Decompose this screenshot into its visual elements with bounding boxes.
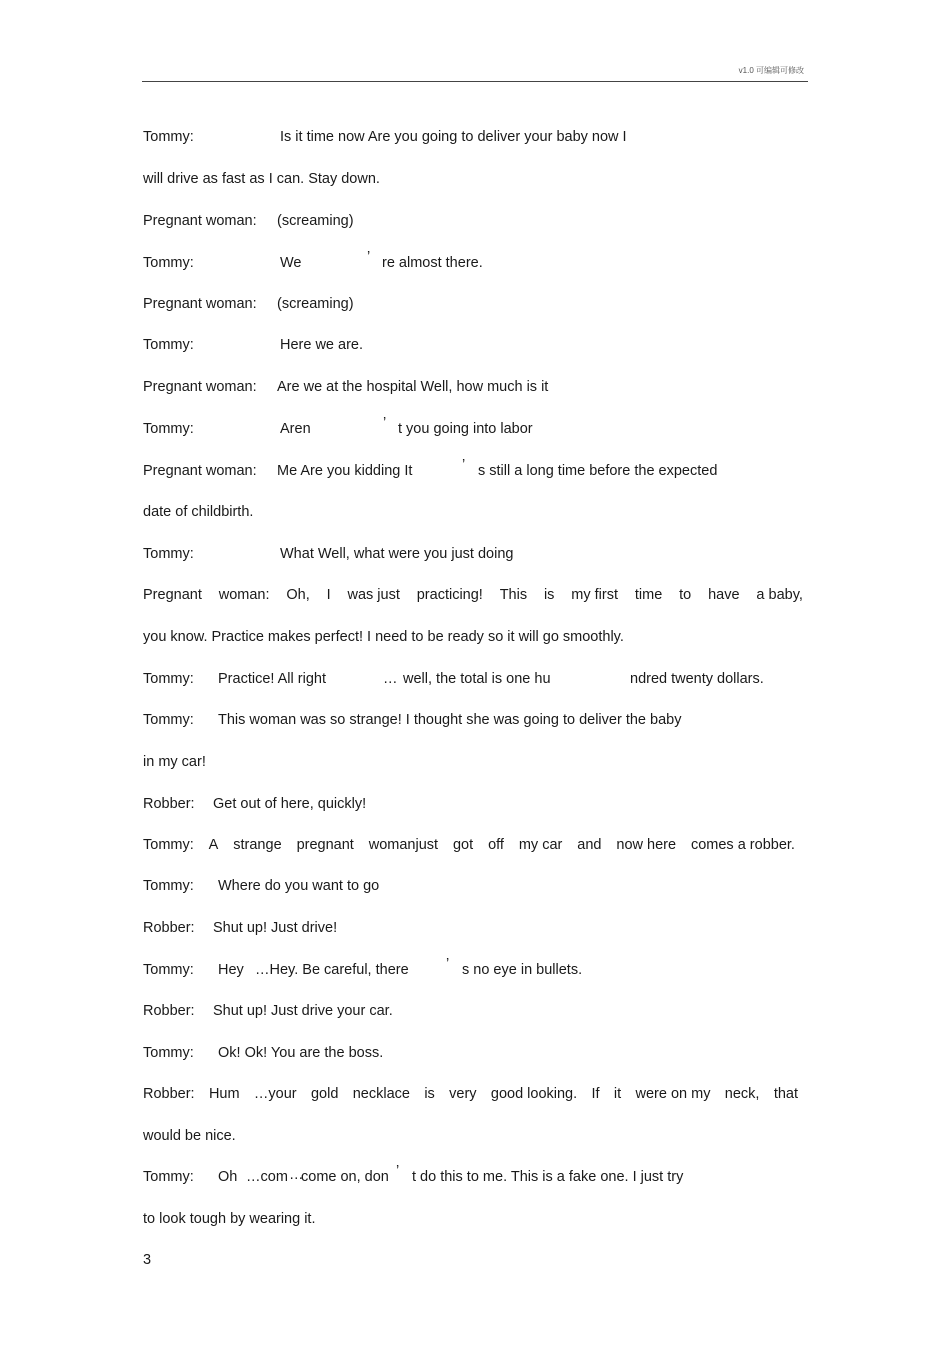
speaker-label: Robber:: [143, 920, 195, 936]
word: strange: [233, 837, 282, 853]
line-text: you know. Practice makes perfect! I need to be ready so it will go smoothly.: [143, 629, 624, 645]
word: is: [424, 1086, 435, 1102]
word: is: [543, 587, 555, 603]
apostrophe: ’: [462, 457, 466, 473]
dialogue-line-justified: [143, 836, 795, 854]
word: now here: [616, 837, 677, 853]
word: and: [577, 837, 602, 853]
word: A: [208, 837, 219, 853]
speaker-label: Robber:: [143, 796, 195, 812]
word: off: [488, 837, 504, 853]
speaker-label: Robber:: [143, 1003, 195, 1019]
line-text: in my car!: [143, 754, 206, 770]
line-text: (screaming): [277, 296, 354, 312]
line-text: This woman was so strange! I thought she was going to deliver the baby: [218, 712, 682, 728]
speaker-label: Tommy:: [143, 421, 194, 437]
dialogue-line-justified: [143, 1085, 798, 1103]
word: neck,: [724, 1086, 760, 1102]
speaker-label: Tommy:: [143, 546, 194, 562]
word: Pregnant: [143, 587, 202, 603]
line-text: Ok! Ok! You are the boss.: [218, 1045, 384, 1061]
word: it: [613, 1086, 622, 1102]
word: comes a robber.: [690, 837, 795, 853]
ellipsis: …: [289, 1167, 304, 1183]
speaker-label: Tommy:: [143, 962, 194, 978]
line-text: t do this to me. This is a fake one. I just try: [412, 1169, 684, 1185]
word: were on my: [635, 1086, 711, 1102]
line-text: Is it time now Are you going to deliver your baby now I: [280, 129, 627, 145]
speaker-label: Tommy:: [143, 255, 194, 271]
word: got: [452, 837, 474, 853]
ellipsis: …: [383, 671, 398, 687]
dialogue-line-justified: [143, 586, 803, 604]
word: my car: [518, 837, 563, 853]
line-text: Aren: [280, 421, 311, 437]
speaker-label: Tommy:: [143, 712, 194, 728]
word: Tommy:: [143, 837, 194, 853]
line-text: to look tough by wearing it.: [143, 1211, 316, 1227]
word: If: [591, 1086, 600, 1102]
word: have: [708, 587, 740, 603]
word: to: [679, 587, 692, 603]
speaker-label: Tommy:: [143, 129, 194, 145]
line-text: Here we are.: [280, 337, 364, 353]
line-text: date of childbirth.: [143, 504, 254, 520]
speaker-label: Tommy:: [143, 1169, 194, 1185]
line-text: Where do you want to go: [218, 878, 380, 894]
line-text: Oh: [218, 1169, 238, 1185]
word: Oh,: [286, 587, 310, 603]
line-text: would be nice.: [143, 1128, 236, 1144]
speaker-label: Tommy:: [143, 878, 194, 894]
line-text: We: [280, 255, 302, 271]
speaker-label: Pregnant woman:: [143, 463, 257, 479]
word: womanjust: [368, 837, 439, 853]
word: woman:: [218, 587, 270, 603]
word: that: [773, 1086, 798, 1102]
line-text: come on, don: [301, 1169, 389, 1185]
word: was just: [347, 587, 400, 603]
line-text: ndred twenty dollars.: [630, 671, 764, 687]
apostrophe: ’: [396, 1163, 400, 1179]
line-text: Practice! All right: [218, 671, 326, 687]
speaker-label: Pregnant woman:: [143, 379, 257, 395]
apostrophe: ’: [383, 415, 387, 431]
line-text: well, the total is one hu: [403, 671, 551, 687]
line-text: (screaming): [277, 213, 354, 229]
header-divider: [142, 81, 808, 82]
line-text: re almost there.: [382, 255, 483, 271]
line-text: Are we at the hospital Well, how much is it: [277, 379, 549, 395]
apostrophe: ’: [367, 249, 371, 265]
line-text: Get out of here, quickly!: [213, 796, 367, 812]
word: a baby,: [756, 587, 803, 603]
header-version-note: v1.0 可编辑可修改: [738, 66, 804, 75]
apostrophe: ’: [446, 956, 450, 972]
speaker-label: Tommy:: [143, 671, 194, 687]
line-text: s still a long time before the expected: [478, 463, 718, 479]
speaker-label: Pregnant woman:: [143, 213, 257, 229]
word: time: [634, 587, 663, 603]
speaker-label: Pregnant woman:: [143, 296, 257, 312]
word: Robber:: [143, 1086, 195, 1102]
word: This: [499, 587, 528, 603]
speaker-label: Tommy:: [143, 1045, 194, 1061]
word: my first: [571, 587, 619, 603]
line-text: Me Are you kidding It: [277, 463, 413, 479]
line-text: Hey: [218, 962, 244, 978]
line-text: s no eye in bullets.: [462, 962, 583, 978]
word: good looking.: [490, 1086, 578, 1102]
line-text: Shut up! Just drive!: [213, 920, 338, 936]
word: …your: [253, 1086, 297, 1102]
word: gold: [310, 1086, 339, 1102]
line-text: Shut up! Just drive your car.: [213, 1003, 393, 1019]
word: Hum: [208, 1086, 240, 1102]
word: very: [449, 1086, 477, 1102]
line-text: What Well, what were you just doing: [280, 546, 514, 562]
page-number: 3: [143, 1252, 152, 1268]
line-text: …com: [246, 1169, 288, 1185]
speaker-label: Tommy:: [143, 337, 194, 353]
line-text: will drive as fast as I can. Stay down.: [143, 171, 380, 187]
line-text: t you going into labor: [398, 421, 533, 437]
word: necklace: [352, 1086, 410, 1102]
line-text: …Hey. Be careful, there: [255, 962, 409, 978]
word: I: [326, 587, 331, 603]
word: practicing!: [416, 587, 483, 603]
word: pregnant: [296, 837, 354, 853]
